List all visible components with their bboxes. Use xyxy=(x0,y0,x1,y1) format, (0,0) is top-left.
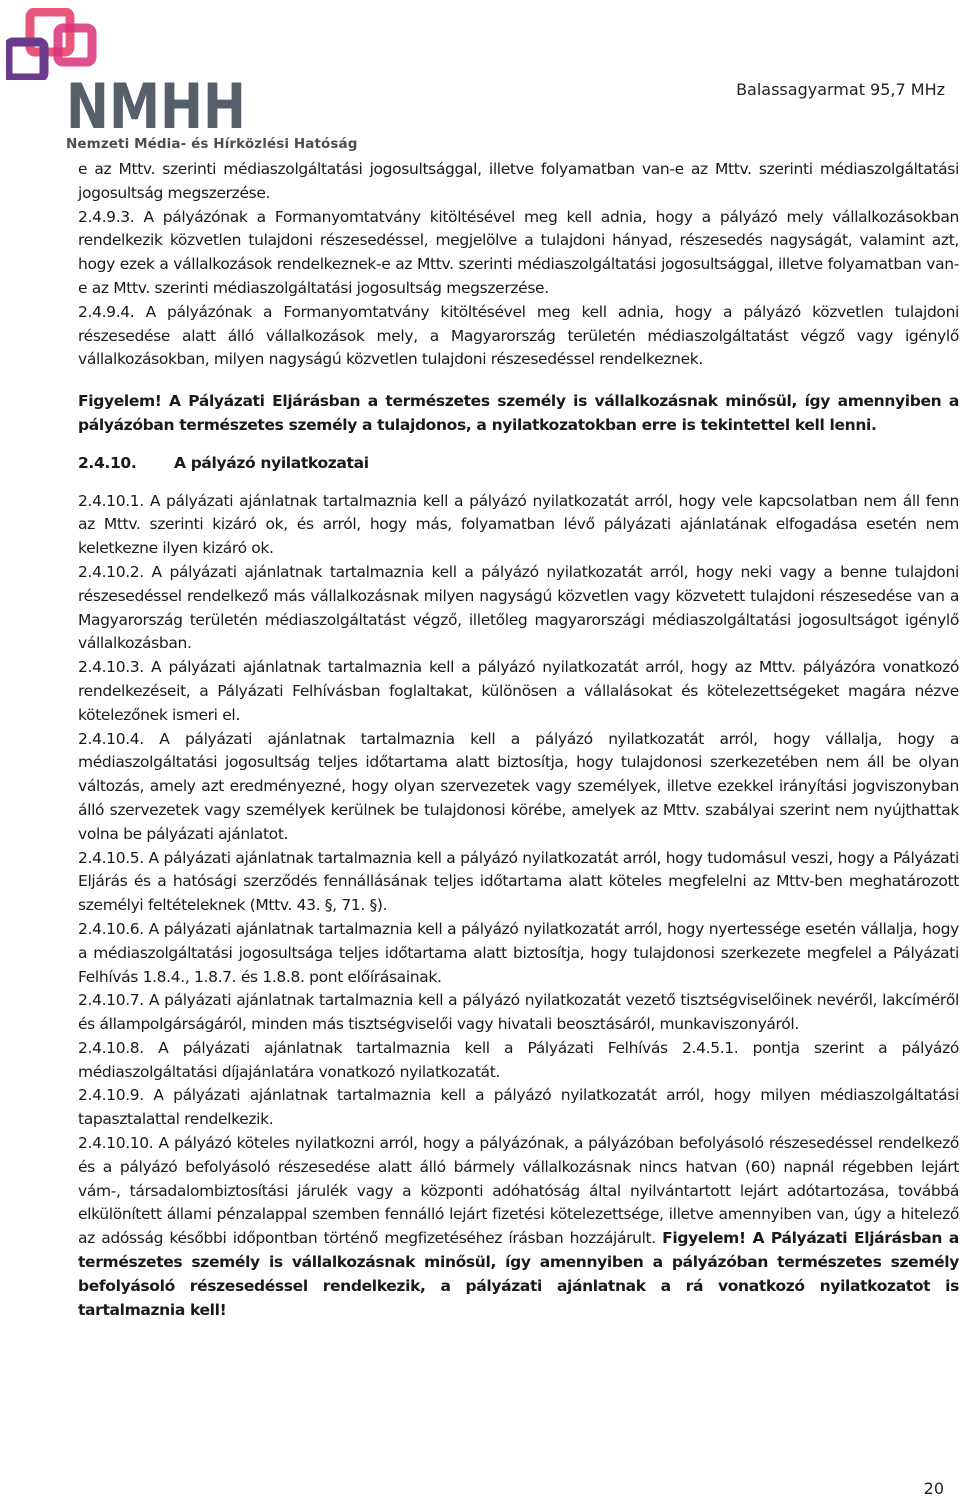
nmhh-logo-icon xyxy=(6,8,102,84)
paragraph: e az Mttv. szerinti médiaszolgáltatási jogosultsággal, illetve folyamatban van-e az Mttv. szerinti médiaszolgáltatási jogosultság megszerzése. xyxy=(78,160,959,202)
warning-note-inline: Figyelem! A Pályázati Eljárásban a természetes személy is vállalkozásnak minősül, így amennyiben a pályázóban természetes személy befolyásoló részesedéssel rendelkezik, a pályázati ajánlatnak a rá vonatkozó nyilatkozatot is tartalmaznia kell! xyxy=(78,1229,959,1319)
paragraph: 2.4.9.4. A pályázónak a Formanyomtatvány kitöltésével meg kell adnia, hogy a pályázó közvetlen tulajdoni részesedése alatt álló vállalkozások mely, a Magyarország területén médiaszolgáltatást végző vagy igénylő vállalkozásokban, milyen nagyságú közvetlen tulajdoni részesedéssel rendelkeznek. xyxy=(78,302,959,369)
page-header xyxy=(0,0,960,150)
section-heading xyxy=(78,452,959,476)
section-number: 2.4.10. xyxy=(78,453,137,472)
org-name: Nemzeti Média- és Hírközlési Hatóság xyxy=(66,136,358,152)
list-item: 2.4.10.9. A pályázati ajánlatnak tartalmaznia kell a pályázó nyilatkozatát arról, hogy milyen médiaszolgáltatási tapasztalattal rendelkezik. xyxy=(78,1086,959,1129)
logo-letters-text: NMHH xyxy=(66,80,246,132)
last-item-text: 2.4.10.10. A pályázó köteles nyilatkozni arról, hogy a pályázónak, a pályázóban befolyásoló részesedéssel rendelkező és a pályázó befolyásoló részesedése alatt álló bármely vállalkozásnak nincs hatvan (60) napnál régebben lejárt vám-, társadalombiztosítási járulék vagy a központi adóhatóság által nyilvántartott lejárt adótartozása, továbbá elkülönített állami pénzalappal szemben fennálló lejárt fizetési kötelezettsége, illetve amennyiben van, úgy a hitelező az adósság későbbi időpontban történő megfizetéséhez írásban hozzájárult. xyxy=(78,1134,959,1248)
list-item-last xyxy=(78,1132,959,1322)
list-item: 2.4.10.2. A pályázati ajánlatnak tartalmaznia kell a pályázó nyilatkozatát arról, hogy neki vagy a benne tulajdoni részesedéssel rendelkező más vállalkozásnak milyen nagyságú közvetlen vagy közvetett tulajdoni részesedése van a Magyarország területén médiaszolgáltatást végző, illetőleg magyarországi médiaszolgáltatási jogosultságot igénylő vállalkozásban. xyxy=(78,562,959,653)
list-item: 2.4.10.6. A pályázati ajánlatnak tartalmaznia kell a pályázó nyilatkozatát arról, hogy nyertessége esetén vállalja, hogy a médiaszolgáltatási jogosultsága teljes időtartama alatt biztosítja, hogy tulajdonosi szerkezete megfelel a Pályázati Felhívás 1.8.4., 1.8.7. és 1.8.8. pont előírásainak. xyxy=(78,919,959,986)
page-number: 20 xyxy=(923,1479,944,1498)
list-item: 2.4.10.5. A pályázati ajánlatnak tartalmaznia kell a pályázó nyilatkozatát arról, hogy tudomásul veszi, hogy a Pályázati Eljárás és a hatósági szerződés fennállásának teljes időtartama alatt köteles megfelelni az Mttv-ben meghatározott személyi feltételeknek (Mttv. 43. §, 71. §). xyxy=(78,848,959,915)
nmhh-logo-letters xyxy=(66,80,248,136)
list-item: 2.4.10.8. A pályázati ajánlatnak tartalmaznia kell a Pályázati Felhívás 2.4.5.1. pontja szerint a pályázó médiaszolgáltatási díjajánlatára vonatkozó nyilatkozatát. xyxy=(78,1038,959,1081)
section-title: A pályázó nyilatkozatai xyxy=(174,453,369,472)
station-label: Balassagyarmat 95,7 MHz xyxy=(736,80,945,99)
list-item: 2.4.10.4. A pályázati ajánlatnak tartalmaznia kell a pályázó nyilatkozatát arról, hogy vállalja, hogy a médiaszolgáltatási jogosultság teljes időtartama alatt biztosítja, hogy tulajdonosi szerkezetében nem áll be olyan változás, amely azt eredményezné, hogy olyan szervezetek vagy személyek, illetve ezekkel irányítási jogviszonyban álló szervezetek vagy személyek kerülnek be tulajdonosi körébe, amelyek az Mttv. szabályai szerint nem nyújthattak volna be pályázati ajánlatot. xyxy=(78,729,959,843)
document-body xyxy=(78,158,959,1322)
warning-note: Figyelem! A Pályázati Eljárásban a természetes személy is vállalkozásnak minősül, így amennyiben a pályázóban természetes személy a tulajdonos, a nyilatkozatokban erre is tekintettel kell lenni. xyxy=(78,392,959,434)
list-item: 2.4.10.3. A pályázati ajánlatnak tartalmaznia kell a pályázó nyilatkozatát arról, hogy az Mttv. pályázóra vonatkozó rendelkezéseit, a Pályázati Felhívásban foglaltakat, különösen a vállalásokat és kötelezettségeket magára nézve kötelezőnek ismeri el. xyxy=(78,658,959,724)
list-item: 2.4.10.7. A pályázati ajánlatnak tartalmaznia kell a pályázó nyilatkozatát vezető tisztségviselőinek nevéről, lakcíméről és állampolgárságáról, minden más tisztségviselői vagy hivatali beosztásáról, munkaviszonyáról. xyxy=(78,991,959,1034)
list-item: 2.4.10.1. A pályázati ajánlatnak tartalmaznia kell a pályázó nyilatkozatát arról, hogy vele kapcsolatban nem áll fenn az Mttv. szerinti kizáró ok, és arról, hogy más, folyamatban lévő pályázati ajánlatának elfogadása esetén nem keletkezne ilyen kizáró ok. xyxy=(78,491,959,558)
paragraph: 2.4.9.3. A pályázónak a Formanyomtatvány kitöltésével meg kell adnia, hogy a pályázó mely vállalkozásokban rendelkezik közvetlen tulajdoni részesedéssel, megjelölve a tulajdoni hányad, részesedés nagyságát, valamint azt, hogy ezek a vállalkozások rendelkeznek-e az Mttv. szerinti médiaszolgáltatási jogosultsággal, illetve folyamatban van-e az Mttv. szerinti médiaszolgáltatási jogosultság megszerzése. xyxy=(78,207,959,297)
